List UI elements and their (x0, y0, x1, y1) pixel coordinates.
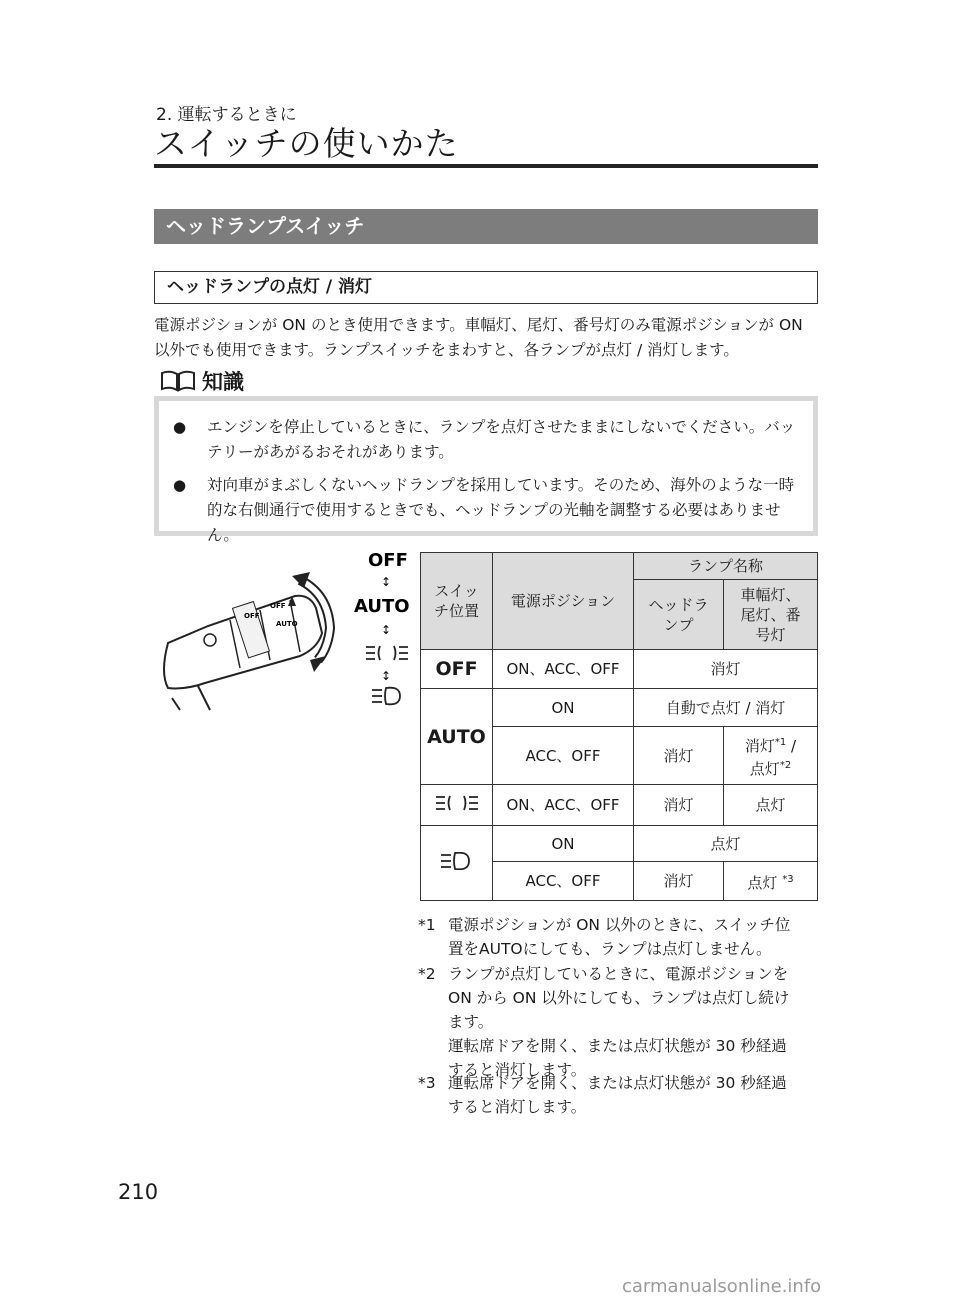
header-sidelamp: 車幅灯、尾灯、番号灯 (724, 580, 818, 650)
page-number: 210 (118, 1180, 159, 1204)
position-off-label: OFF (368, 550, 408, 571)
table-cell: 点灯 (634, 826, 818, 862)
knowledge-label: 知識 (202, 370, 244, 394)
subsection-heading: ヘッドランプの点灯 / 消灯 (154, 271, 818, 304)
watermark[interactable]: carmanualsonline.info (622, 1276, 822, 1297)
stalk-label: OFF (270, 602, 286, 610)
intro-paragraph: 電源ポジションが ON のとき使用できます。車幅灯、尾灯、番号灯のみ電源ポジションが ON 以外でも使用できます。ランプスイッチをまわすと、各ランプが点灯 / 消灯します。 (154, 316, 803, 359)
arrow-updown-icon: ↕ (380, 623, 392, 637)
headlamp-icon (421, 826, 493, 901)
table-cell: 消灯 (634, 650, 818, 689)
table-cell: ACC、OFF (493, 727, 634, 785)
header-lamp: ランプ名称 (634, 553, 818, 580)
header-power: 電源ポジション (493, 553, 634, 650)
tail-lamp-icon (366, 646, 408, 660)
tail-lamp-icon (421, 785, 493, 826)
table-cell: 消灯 (634, 862, 724, 901)
table-cell: ON、ACC、OFF (493, 785, 634, 826)
table-cell: 消灯$^{*1}$ / 点灯$^{*2}$ (724, 727, 818, 785)
header-headlamp: ヘッドランプ (634, 580, 724, 650)
table-row (421, 689, 818, 727)
table-cell: ON (493, 826, 634, 862)
section-heading: ヘッドランプスイッチ (154, 209, 818, 244)
book-icon (158, 369, 198, 393)
stalk-label: AUTO (276, 620, 298, 628)
table-cell: ACC、OFF (493, 862, 634, 901)
table-row (421, 785, 818, 826)
arrow-updown-icon: ↕ (380, 575, 392, 589)
headlamp-switch-diagram (150, 548, 412, 716)
table-cell: ON (493, 689, 634, 727)
table-cell: 点灯 (724, 785, 818, 826)
title-rule (154, 164, 818, 168)
knowledge-item-text: エンジンを停止しているときに、ランプを点灯させたままにしないでください。バッテリーがあがるおそれがあります。 (207, 418, 796, 461)
list-item (173, 415, 799, 465)
stalk-label: OFF (244, 612, 260, 620)
headlamp-icon (372, 688, 400, 705)
header-switch: スイッチ位置 (421, 553, 493, 650)
list-item (173, 473, 799, 548)
table-cell: 点灯 $^{*3}$ (724, 862, 818, 901)
lamp-table (420, 552, 818, 901)
page-title: スイッチの使いかた (154, 124, 459, 163)
table-row (421, 826, 818, 862)
switch-auto-symbol: AUTO (421, 689, 493, 785)
arrow-updown-icon: ↕ (380, 669, 392, 683)
knowledge-heading (158, 366, 244, 396)
bullet-icon: ● (173, 476, 187, 494)
footnote: *3 運転席ドアを開く、または点灯状態が 30 秒経過 すると消灯します。 (418, 1074, 787, 1116)
table-cell: 消灯 (634, 727, 724, 785)
footnote: *2 ランプが点灯しているときに、電源ポジションを ON から ON 以外にしても、ランプは点灯し続け ます。 運転席ドアを開く、または点灯状態が 30 秒経過 すると消灯します。 (418, 965, 790, 1079)
table-cell: 消灯 (634, 785, 724, 826)
table-cell: ON、ACC、OFF (493, 650, 634, 689)
knowledge-box (154, 396, 818, 544)
position-auto-label: AUTO (354, 596, 410, 617)
bullet-icon: ● (173, 418, 187, 436)
switch-off-symbol: OFF (421, 650, 493, 689)
table-cell: 自動で点灯 / 消灯 (634, 689, 818, 727)
table-row (421, 650, 818, 689)
knowledge-item-text: 対向車がまぶしくないヘッドランプを採用しています。そのため、海外のような一時的な右側通行で使用するときでも、ヘッドランプの光軸を調整する必要はありません。 (207, 476, 795, 544)
breadcrumb: 2. 運転するときに (156, 105, 297, 125)
footnote: *1 電源ポジションが ON 以外のときに、スイッチ位 置をAUTOにしても、ランプは点灯しません。 (418, 916, 791, 958)
